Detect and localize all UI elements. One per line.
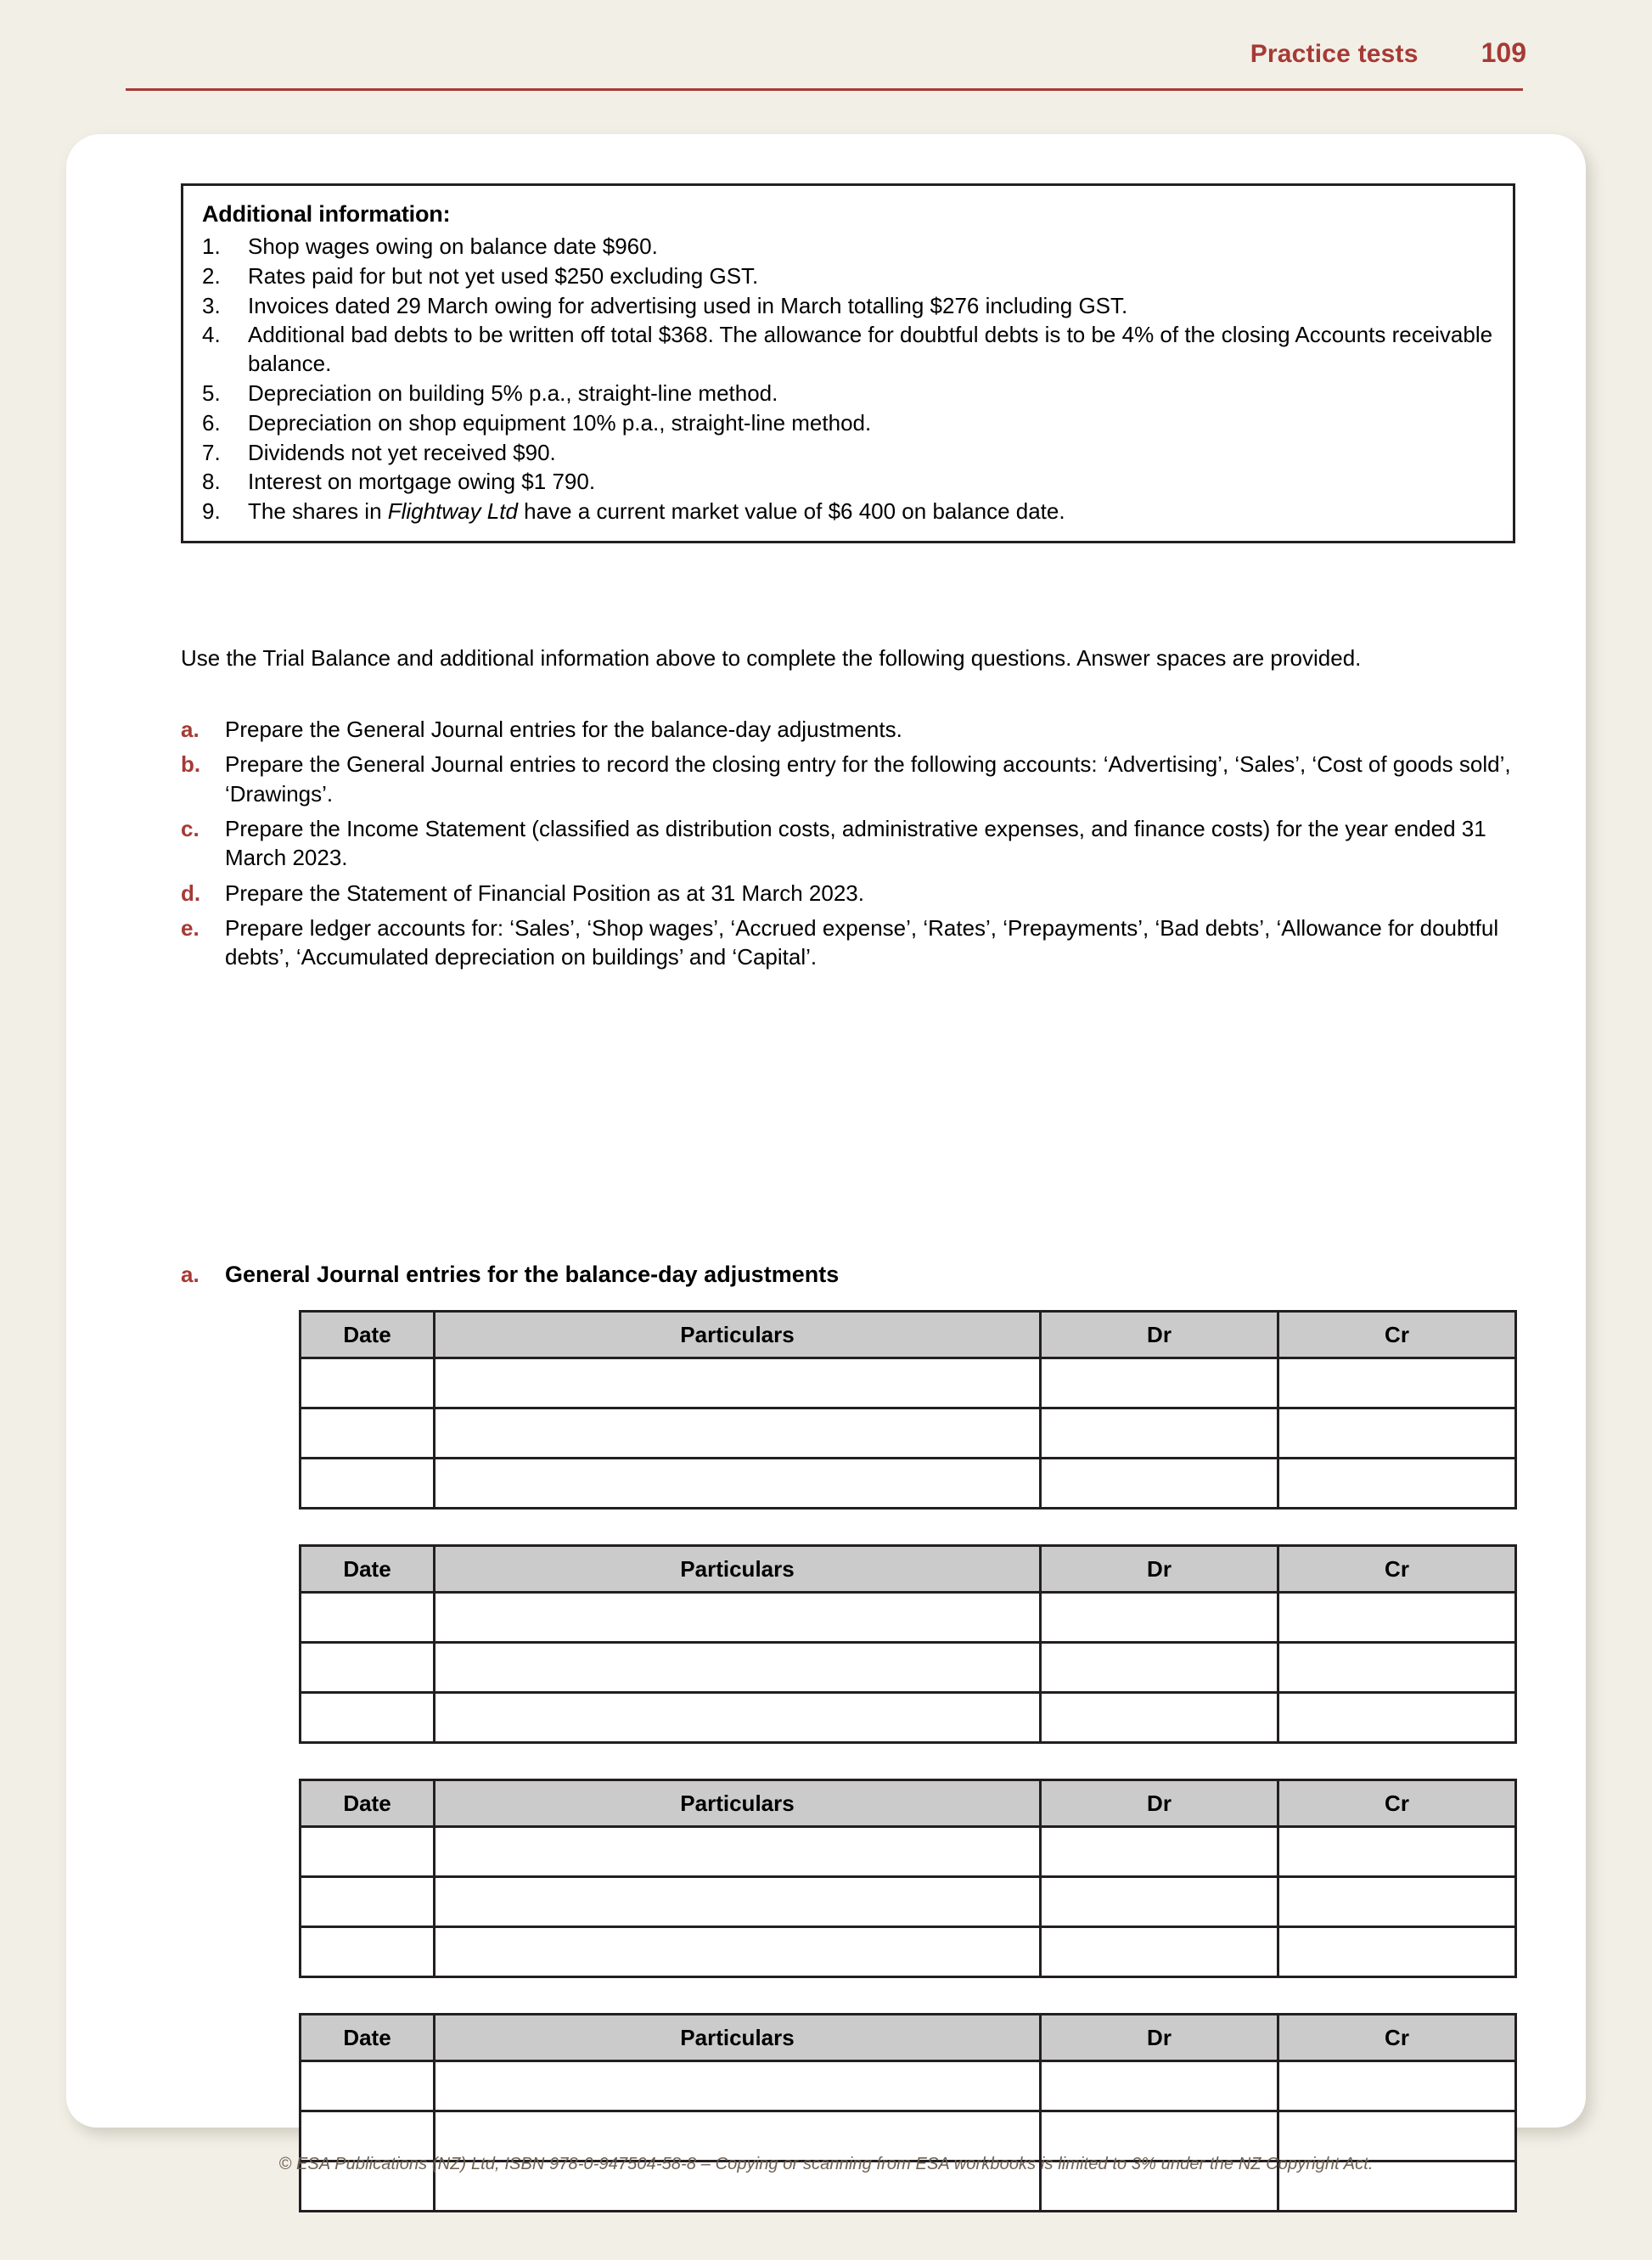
task-item-text: Prepare the General Journal entries to record the closing entry for the following accounts: ‘Advertising’, ‘Sales’, ‘Cost of goods sold’, ‘Drawings’. — [225, 751, 1511, 807]
column-header-particulars: Particulars — [435, 1780, 1041, 1827]
info-list-item — [199, 321, 1497, 379]
column-header-cr: Cr — [1278, 1312, 1516, 1358]
answer-cell-dr[interactable] — [1041, 1459, 1278, 1509]
journal-tables-container — [299, 1310, 1514, 2247]
answer-cell-date[interactable] — [301, 1358, 435, 1408]
table-header-row — [301, 1780, 1516, 1827]
page-running-header — [126, 0, 1526, 93]
answer-cell-cr[interactable] — [1278, 1643, 1516, 1693]
answer-cell-particulars[interactable] — [435, 1358, 1041, 1408]
answer-cell-date[interactable] — [301, 1643, 435, 1693]
table-row — [301, 1593, 1516, 1643]
answer-cell-particulars[interactable] — [435, 1877, 1041, 1927]
info-list-item — [199, 292, 1497, 321]
answer-cell-cr[interactable] — [1278, 1693, 1516, 1743]
additional-information-title: Additional information: — [202, 201, 451, 227]
info-list-item — [199, 409, 1497, 438]
info-item-number: 8. — [202, 469, 221, 495]
answer-cell-particulars[interactable] — [435, 2111, 1041, 2162]
journal-entry-table — [299, 2013, 1517, 2212]
answer-cell-dr[interactable] — [1041, 1927, 1278, 1977]
column-header-dr: Dr — [1041, 1780, 1278, 1827]
info-item-text: The shares in Flightway Ltd have a current market value of $6 400 on balance date. — [248, 498, 1065, 525]
section-heading — [181, 1262, 839, 1288]
page-content — [66, 134, 1586, 2128]
table-row — [301, 2111, 1516, 2162]
table-row — [301, 1459, 1516, 1509]
task-list-item — [181, 715, 1531, 744]
answer-cell-particulars[interactable] — [435, 1927, 1041, 1977]
answer-cell-cr[interactable] — [1278, 1877, 1516, 1927]
task-list-item — [181, 914, 1531, 972]
info-list-item — [199, 468, 1497, 497]
answer-cell-cr[interactable] — [1278, 1593, 1516, 1643]
answer-cell-cr[interactable] — [1278, 1408, 1516, 1459]
copyright-notice: © ESA Publications (NZ) Ltd, ISBN 978-0-947504-58-8 – Copying or scanning from ESA workbooks is limited to 3% under the NZ Copyright Act. — [278, 2155, 1374, 2173]
column-header-date: Date — [301, 1780, 435, 1827]
table-row — [301, 1927, 1516, 1977]
info-item-text: Interest on mortgage owing $1 790. — [248, 469, 596, 495]
table-row — [301, 1693, 1516, 1743]
info-item-number: 7. — [202, 439, 221, 465]
task-list-item — [181, 879, 1531, 908]
task-item-text: Prepare ledger accounts for: ‘Sales’, ‘Shop wages’, ‘Accrued expense’, ‘Rates’, ‘Prepayments’, ‘Bad debts’, ‘Allowance for doubtful debts’, ‘Accumulated depreciation on buildings’ and ‘Capital’. — [225, 914, 1499, 970]
answer-cell-particulars[interactable] — [435, 1693, 1041, 1743]
answer-cell-particulars[interactable] — [435, 1643, 1041, 1693]
header-row — [126, 0, 1526, 69]
journal-entry-table — [299, 1544, 1517, 1744]
company-name-emphasis: Flightway Ltd — [387, 498, 518, 525]
answer-cell-dr[interactable] — [1041, 2111, 1278, 2162]
answer-cell-cr[interactable] — [1278, 1827, 1516, 1877]
additional-information-list — [199, 233, 1497, 526]
journal-entry-table — [299, 1310, 1517, 1509]
info-item-text: Dividends not yet received $90. — [248, 439, 556, 465]
task-item-letter: e. — [181, 914, 199, 941]
task-item-letter: a. — [181, 717, 199, 742]
answer-cell-particulars[interactable] — [435, 1408, 1041, 1459]
page-title: Practice tests — [1250, 40, 1419, 68]
info-item-text: Additional bad debts to be written off total $368. The allowance for doubtful debts is to be 4% of the closing Accounts receivable balance. — [248, 322, 1493, 377]
column-header-cr: Cr — [1278, 2015, 1516, 2061]
info-item-number: 1. — [202, 233, 221, 259]
answer-cell-dr[interactable] — [1041, 2061, 1278, 2111]
answer-cell-dr[interactable] — [1041, 1827, 1278, 1877]
info-list-item — [199, 498, 1497, 526]
column-header-dr: Dr — [1041, 2015, 1278, 2061]
task-list — [181, 715, 1531, 978]
answer-cell-dr[interactable] — [1041, 1643, 1278, 1693]
table-header-row — [301, 2015, 1516, 2061]
answer-cell-date[interactable] — [301, 1693, 435, 1743]
answer-cell-date[interactable] — [301, 1593, 435, 1643]
info-item-number: 3. — [202, 292, 221, 318]
table-row — [301, 2061, 1516, 2111]
info-item-text: Shop wages owing on balance date $960. — [248, 233, 658, 259]
task-item-text: Prepare the Statement of Financial Position as at 31 March 2023. — [225, 880, 864, 906]
column-header-cr: Cr — [1278, 1546, 1516, 1593]
table-header-row — [301, 1312, 1516, 1358]
info-list-item — [199, 262, 1497, 291]
answer-cell-cr[interactable] — [1278, 1459, 1516, 1509]
page-footer — [0, 2155, 1652, 2174]
answer-cell-cr[interactable] — [1278, 1358, 1516, 1408]
answer-cell-dr[interactable] — [1041, 1877, 1278, 1927]
instructions-paragraph: Use the Trial Balance and additional information above to complete the following questions. Answer spaces are provided. — [181, 645, 1362, 671]
table-row — [301, 1877, 1516, 1927]
info-item-number: 9. — [202, 498, 221, 525]
answer-cell-date[interactable] — [301, 2061, 435, 2111]
journal-entry-table — [299, 1779, 1517, 1978]
info-item-text: Rates paid for but not yet used $250 excluding GST. — [248, 262, 759, 289]
info-list-item — [199, 379, 1497, 408]
info-item-text: Depreciation on shop equipment 10% p.a., straight-line method. — [248, 409, 872, 436]
task-item-text: Prepare the Income Statement (classified as distribution costs, administrative expenses, and finance costs) for the year ended 31 March 2023. — [225, 815, 1486, 871]
table-row — [301, 1408, 1516, 1459]
column-header-particulars: Particulars — [435, 2015, 1041, 2061]
task-item-text: Prepare the General Journal entries for the balance-day adjustments. — [225, 717, 902, 742]
answer-cell-dr[interactable] — [1041, 1693, 1278, 1743]
column-header-dr: Dr — [1041, 1546, 1278, 1593]
info-item-number: 5. — [202, 379, 221, 406]
task-item-letter: c. — [181, 815, 199, 841]
info-item-number: 2. — [202, 262, 221, 289]
task-list-item — [181, 814, 1531, 873]
answer-cell-particulars[interactable] — [435, 1827, 1041, 1877]
info-item-text: Depreciation on building 5% p.a., straight-line method. — [248, 379, 778, 406]
answer-cell-date[interactable] — [301, 1459, 435, 1509]
answer-cell-cr[interactable] — [1278, 2111, 1516, 2162]
info-item-number: 4. — [202, 322, 221, 348]
column-header-date: Date — [301, 1546, 435, 1593]
column-header-particulars: Particulars — [435, 1546, 1041, 1593]
column-header-dr: Dr — [1041, 1312, 1278, 1358]
answer-cell-particulars[interactable] — [435, 1593, 1041, 1643]
task-list-item — [181, 750, 1531, 808]
info-item-text: Invoices dated 29 March owing for advertising used in March totalling $276 including GST. — [248, 292, 1128, 318]
column-header-particulars: Particulars — [435, 1312, 1041, 1358]
answer-cell-date[interactable] — [301, 1827, 435, 1877]
section-heading-text: General Journal entries for the balance-day adjustments — [225, 1262, 840, 1287]
additional-information-box — [181, 183, 1515, 543]
page-number: 109 — [1481, 37, 1526, 68]
column-header-date: Date — [301, 2015, 435, 2061]
info-list-item — [199, 439, 1497, 468]
section-heading-letter: a. — [181, 1262, 199, 1287]
info-item-number: 6. — [202, 409, 221, 436]
table-row — [301, 1358, 1516, 1408]
task-item-letter: d. — [181, 880, 201, 906]
answer-cell-date[interactable] — [301, 1927, 435, 1977]
column-header-date: Date — [301, 1312, 435, 1358]
table-row — [301, 1643, 1516, 1693]
answer-cell-particulars[interactable] — [435, 2061, 1041, 2111]
table-row — [301, 1827, 1516, 1877]
answer-cell-cr[interactable] — [1278, 2061, 1516, 2111]
info-list-item — [199, 233, 1497, 261]
answer-cell-dr[interactable] — [1041, 1408, 1278, 1459]
answer-cell-dr[interactable] — [1041, 1358, 1278, 1408]
answer-cell-date[interactable] — [301, 1877, 435, 1927]
table-header-row — [301, 1546, 1516, 1593]
answer-cell-date[interactable] — [301, 1408, 435, 1459]
answer-cell-particulars[interactable] — [435, 1459, 1041, 1509]
answer-cell-dr[interactable] — [1041, 1593, 1278, 1643]
answer-cell-cr[interactable] — [1278, 1927, 1516, 1977]
page-card — [66, 134, 1586, 2128]
answer-cell-date[interactable] — [301, 2111, 435, 2162]
task-item-letter: b. — [181, 751, 201, 778]
column-header-cr: Cr — [1278, 1780, 1516, 1827]
header-divider-rule — [126, 88, 1523, 91]
